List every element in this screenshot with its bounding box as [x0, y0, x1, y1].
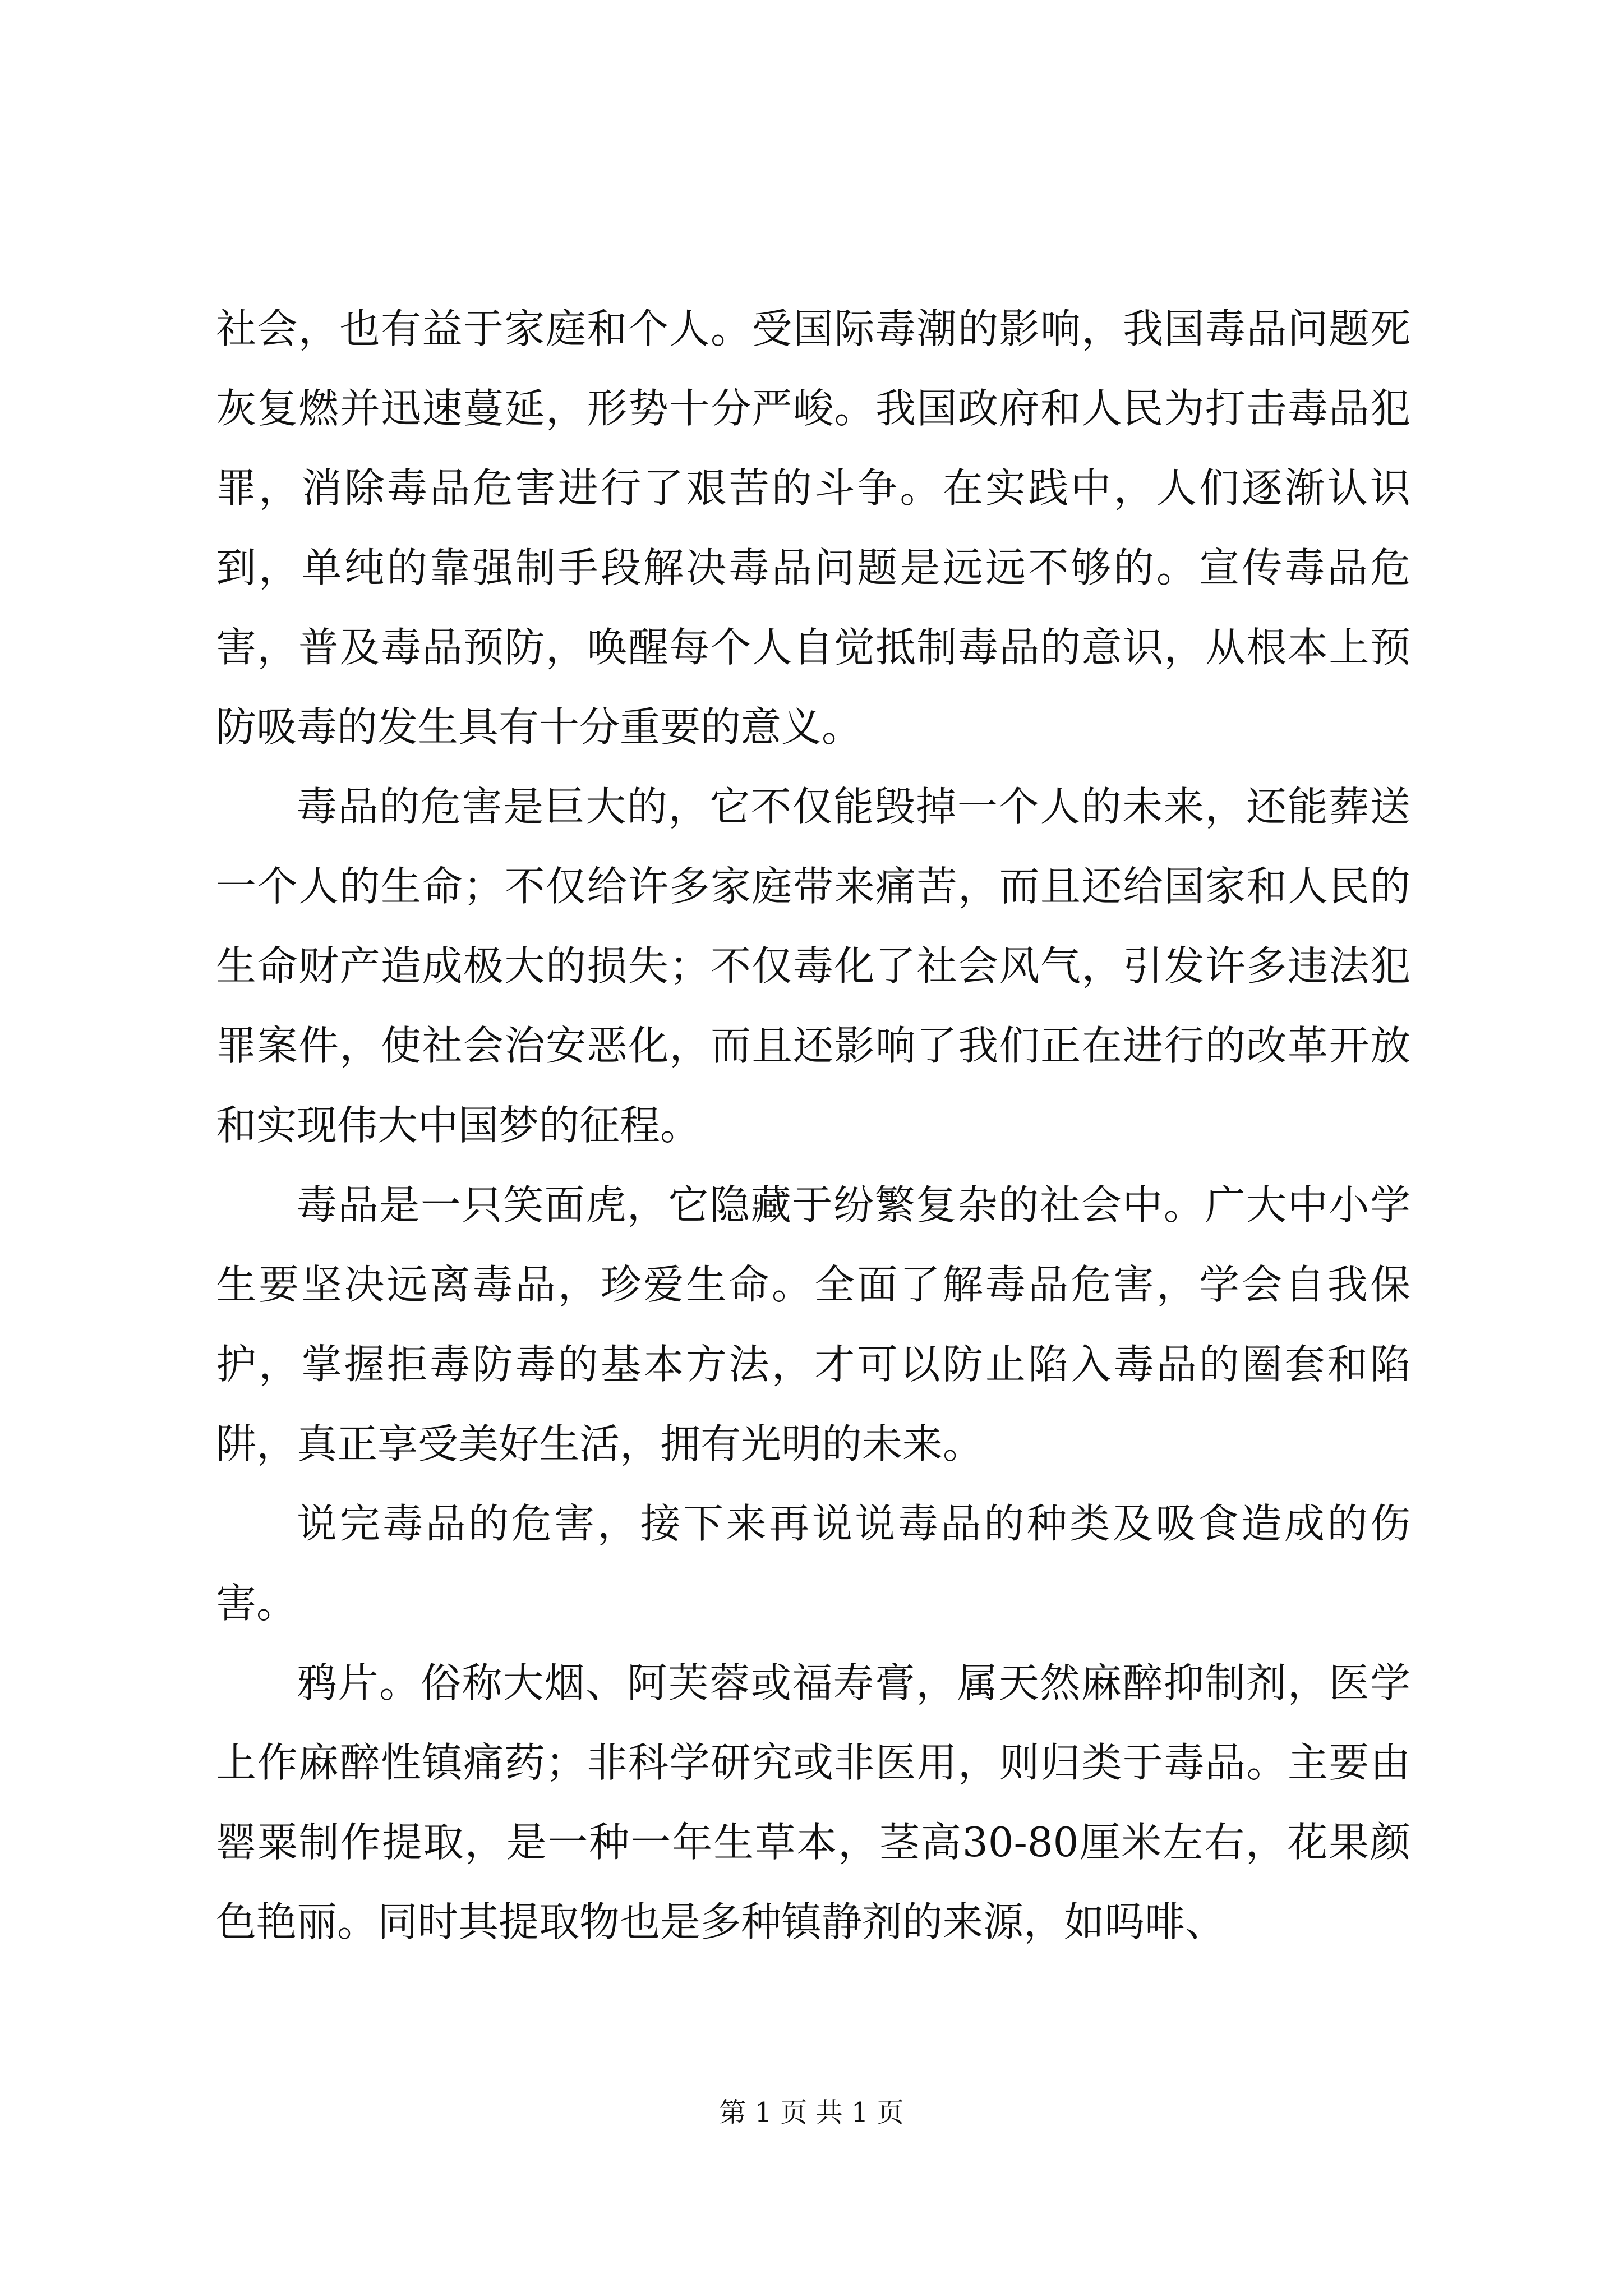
paragraph-drug-harm: 毒品的危害是巨大的，它不仅能毁掉一个人的未来，还能葬送一个人的生命；不仅给许多家庭带来痛苦，而且还给国家和人民的生命财产造成极大的损失；不仅毒化了社会风气，引发许多违法犯罪案件，使社会治安恶化，而且还影响了我们正在进行的改革开放和实现伟大中国梦的征程。: [216, 783, 1410, 1149]
document-body: [216, 289, 1410, 1962]
paragraph-opium: 鸦片。俗称大烟、阿芙蓉或福寿膏，属天然麻醉抑制剂，医学上作麻醉性镇痛药；非科学研究或非医用，则归类于毒品。主要由罂粟制作提取，是一种一年生草本，茎高30-80厘米左右，花果颜色艳丽。同时其提取物也是多种镇静剂的来源，如吗啡、: [216, 1659, 1410, 1945]
paragraph-smiling-tiger: 毒品是一只笑面虎，它隐藏于纷繁复杂的社会中。广大中小学生要坚决远离毒品，珍爱生命。全面了解毒品危害，学会自我保护，掌握拒毒防毒的基本方法，才可以防止陷入毒品的圈套和陷阱，真正享受美好生活，拥有光明的未来。: [216, 1181, 1410, 1467]
page-footer: 第 1 页 共 1 页: [719, 2097, 904, 2128]
paragraph-continuation: 社会，也有益于家庭和个人。受国际毒潮的影响，我国毒品问题死灰复燃并迅速蔓延，形势十分严峻。我国政府和人民为打击毒品犯罪，消除毒品危害进行了艰苦的斗争。在实践中，人们逐渐认识到，单纯的靠强制手段解决毒品问题是远远不够的。宣传毒品危害，普及毒品预防，唤醒每个人自觉抵制毒品的意识，从根本上预防吸毒的发生具有十分重要的意义。: [216, 305, 1410, 751]
paragraph-transition: 说完毒品的危害，接下来再说说毒品的种类及吸食造成的伤害。: [216, 1500, 1410, 1627]
